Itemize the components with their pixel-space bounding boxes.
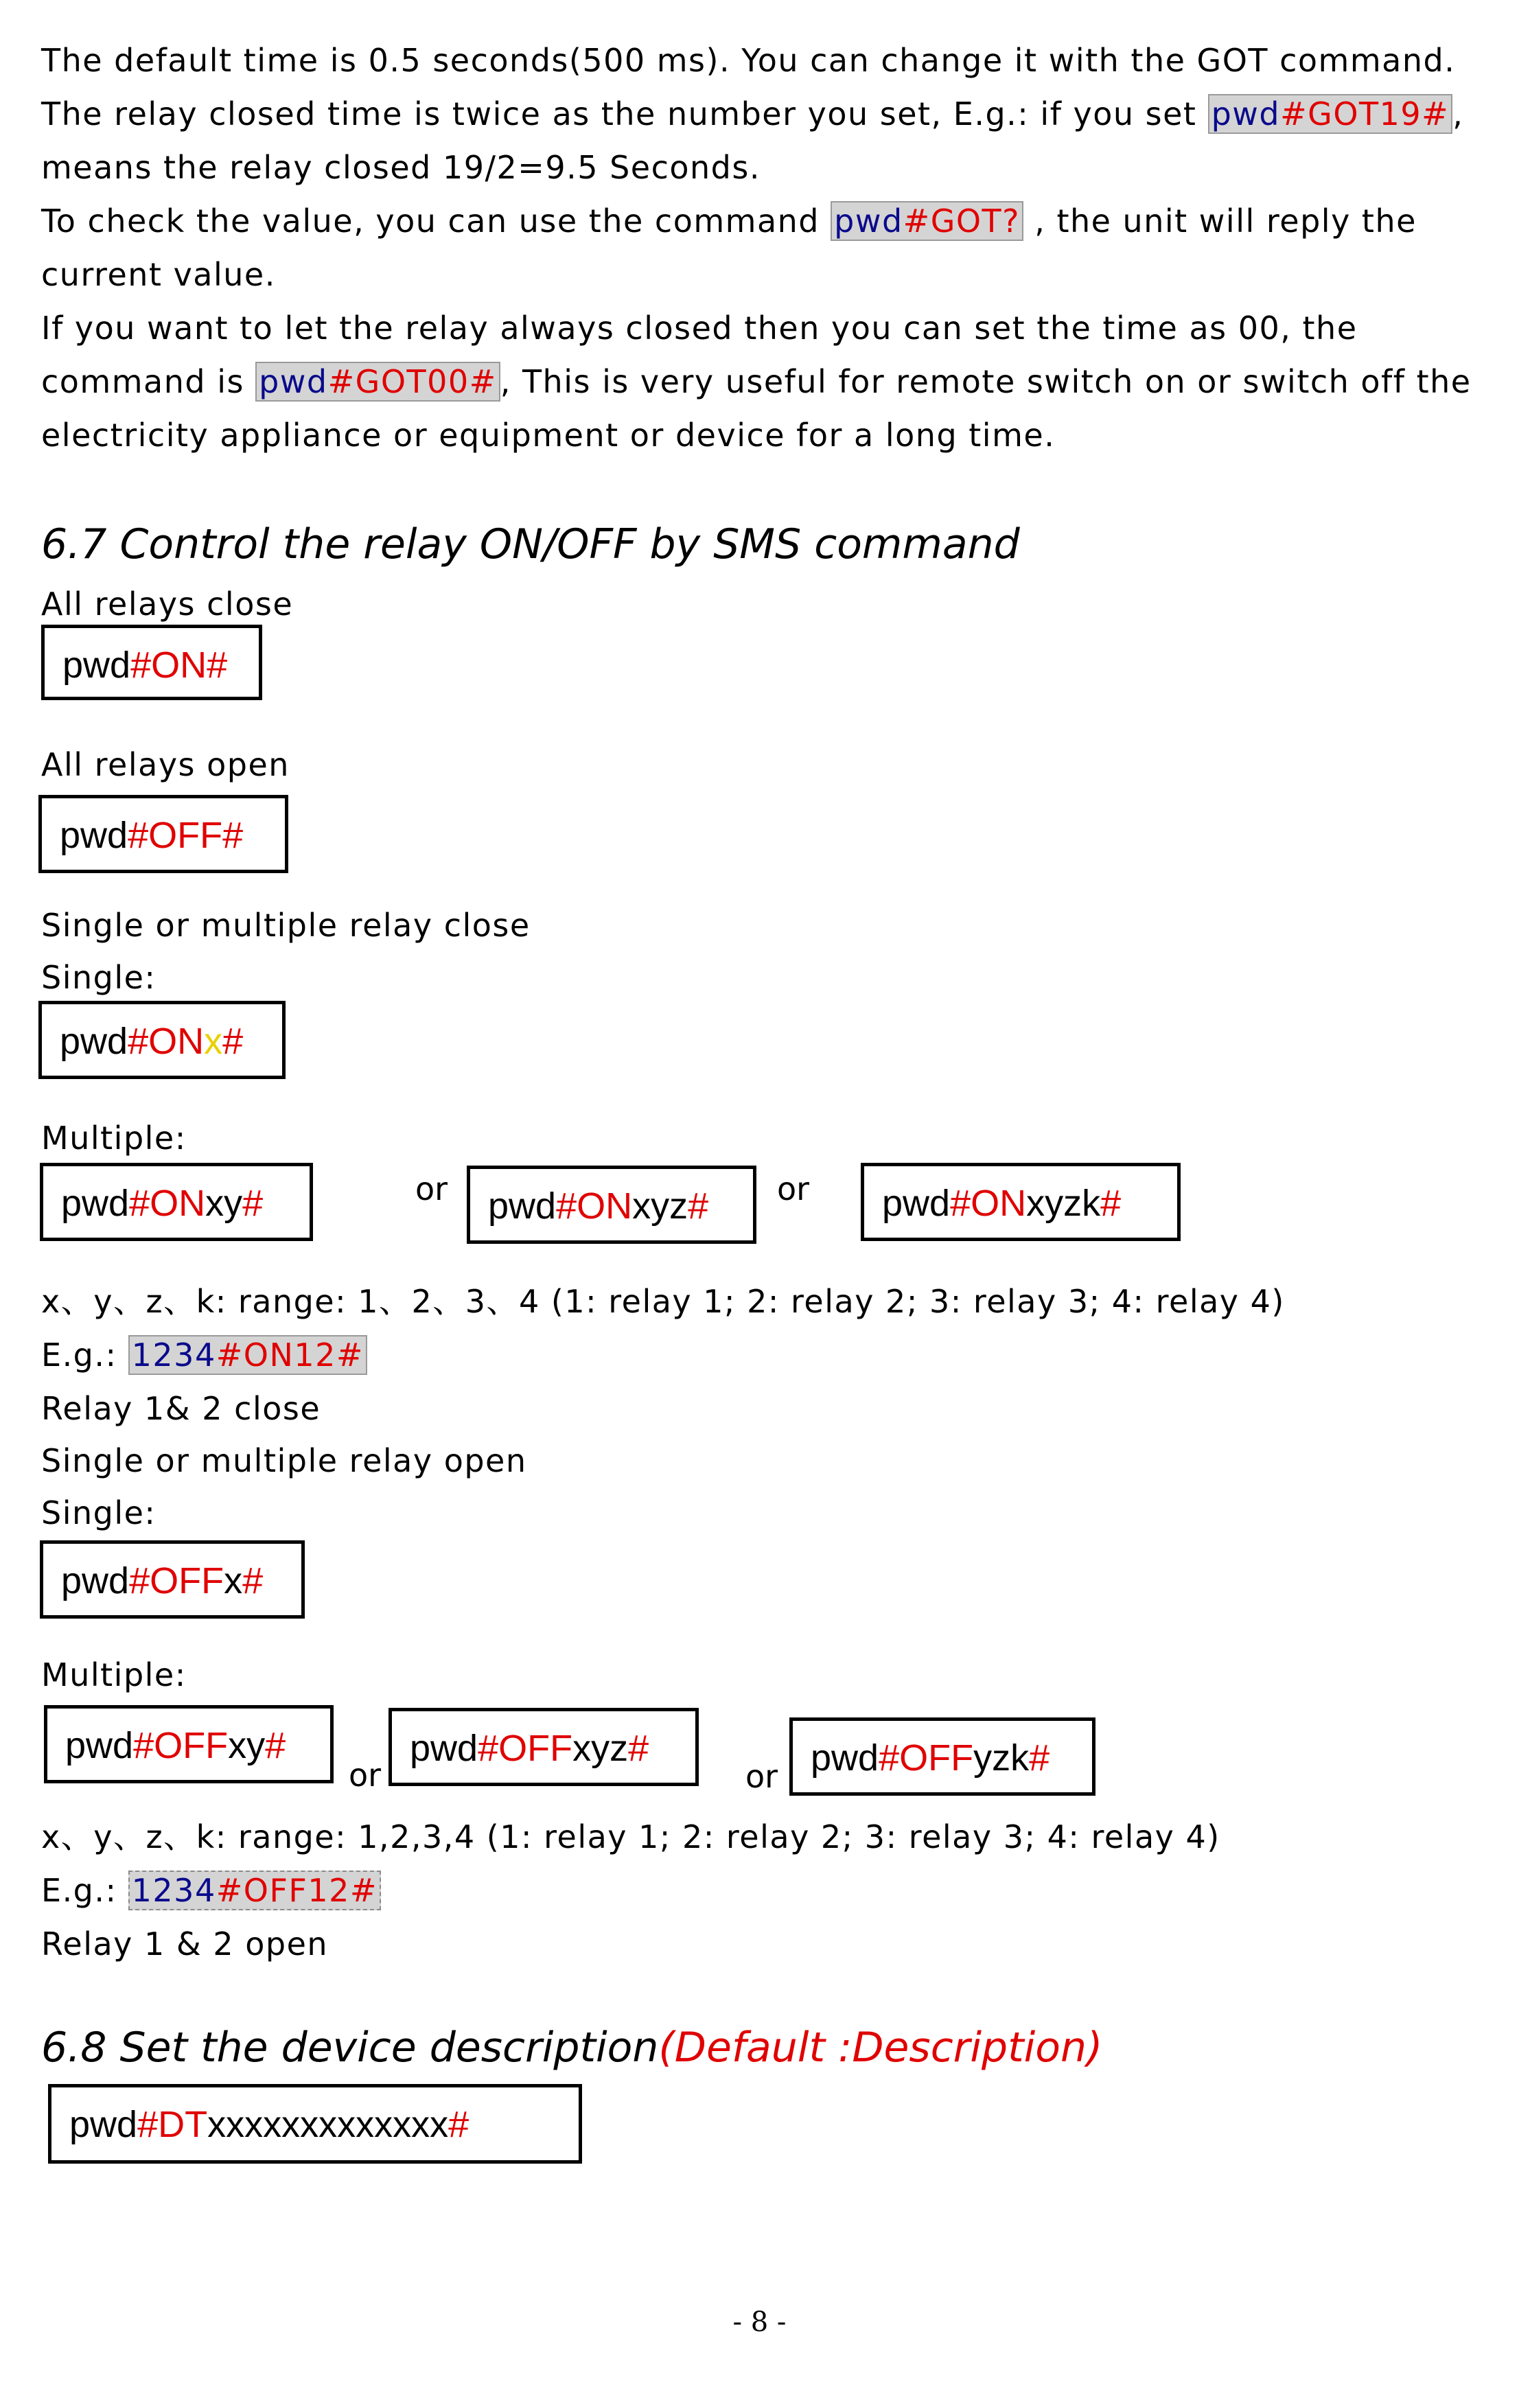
pwd-token: pwd [62,645,131,686]
got00-suffix: #GOT00# [327,363,497,400]
relay-vars: yzk [973,1737,1030,1779]
off-prefix: #OFF [129,1560,224,1601]
on-prefix: #ON [128,1021,205,1062]
section-6-7-heading: 6.7 Control the relay ON/OFF by SMS command [41,520,1020,568]
section-6-8-heading [41,2024,1102,2072]
single-multi-close-label: Single or multiple relay close [41,907,531,944]
hash-token: # [688,1185,709,1227]
relay-var-x: x [204,1021,223,1062]
password-token: 1234 [131,1336,216,1374]
relay-vars: xyz [572,1728,629,1769]
pwd-token: pwd [69,2104,138,2145]
off-prefix: #OFF [879,1737,974,1779]
intro-line-7 [41,362,1472,401]
off12-suffix: #OFF12# [216,1872,378,1909]
intro-line-6: If you want to let the relay always closed then you can set the time as 00, the [41,310,1358,347]
hash-token: # [628,1728,649,1769]
intro-line-4 [41,202,1417,240]
section-6-8-title: 6.8 Set the device description [41,2024,659,2072]
eg-label: E.g.: [41,1336,128,1374]
section-6-8-default: (Default :Description) [658,2024,1103,2072]
off12-command [128,1871,381,1910]
relay-vars: xyzk [1026,1183,1101,1224]
range-on-text: x、y、z、k: range: 1、2、3、4 (1: relay 1; 2: relay 2; 3: relay 3; 4: relay 4) [41,1283,1285,1320]
example-off [41,1871,381,1910]
on12-suffix: #ON12# [216,1336,364,1374]
pwd-token: pwd [834,202,903,240]
off-suffix: #OFF# [128,815,244,856]
or-label: or [349,1757,382,1794]
multiple-label-open: Multiple: [41,1656,187,1693]
pwd-token: pwd [61,1183,130,1224]
got00-command [255,362,500,402]
pwd-token: pwd [882,1183,951,1224]
intro-line-2-text: The relay closed time is twice as the number you set, E.g.: if you set [41,95,1208,132]
or-label: or [745,1758,778,1795]
cmd-box-onxyzk [861,1163,1181,1241]
range-off-text: x、y、z、k: range: 1,2,3,4 (1: relay 1; 2: relay 2; 3: relay 3; 4: relay 4) [41,1818,1220,1855]
single-label-close: Single: [41,959,156,996]
pwd-token: pwd [61,1560,130,1601]
intro-line-2-end: , [1452,95,1464,132]
relay-vars: xyz [632,1185,688,1227]
pwd-token: pwd [65,1725,134,1766]
intro-line-7-text: command is [41,363,256,400]
all-relays-close-label: All relays close [41,586,294,623]
cmd-box-onx [38,1001,286,1079]
cmd-box-off [38,795,288,873]
got19-suffix: #GOT19# [1280,95,1450,132]
dt-prefix: #DT [137,2104,208,2145]
got-query-command [831,201,1023,241]
example-on [41,1336,367,1374]
cmd-box-dt [48,2084,582,2164]
on12-command [128,1335,367,1375]
pwd-token: pwd [60,1021,128,1062]
intro-line-4-end: , the unit will reply the [1023,202,1417,240]
on-prefix: #ON [556,1185,633,1227]
hash-token: # [222,1021,244,1062]
hash-token: # [242,1560,264,1601]
or-label: or [415,1170,448,1207]
intro-line-8: electricity appliance or equipment or device for a long time. [41,417,1056,454]
cmd-box-offx [40,1540,305,1619]
cmd-box-offxy [44,1705,334,1783]
single-multi-open-label: Single or multiple relay open [41,1442,527,1479]
got-query-suffix: #GOT? [903,202,1021,240]
intro-line-1: The default time is 0.5 seconds(500 ms). You can change it with the GOT command. [41,42,1456,79]
relay-1-2-close-text: Relay 1& 2 close [41,1390,321,1427]
off-prefix: #OFF [133,1725,229,1766]
intro-line-7-end: , This is very useful for remote switch on or switch off the [500,363,1472,400]
multiple-label-close: Multiple: [41,1120,187,1157]
eg-label: E.g.: [41,1872,128,1909]
intro-line-5: current value. [41,256,276,293]
pwd-token: pwd [1211,95,1281,132]
relay-vars: xy [205,1183,243,1224]
cmd-box-onxy [40,1163,313,1241]
page-number: - 8 - [732,2306,787,2338]
cmd-box-offxyz [389,1708,699,1786]
intro-line-4-text: To check the value, you can use the command [41,202,831,240]
hash-token: # [1100,1183,1122,1224]
got19-command [1208,94,1453,134]
intro-line-3: means the relay closed 19/2=9.5 Seconds. [41,149,761,186]
hash-token: # [242,1183,264,1224]
pwd-token: pwd [811,1737,879,1779]
relay-vars: xy [228,1725,266,1766]
or-label: or [777,1170,810,1207]
hash-token: # [1029,1737,1050,1779]
on-prefix: #ON [129,1183,206,1224]
description-placeholder: xxxxxxxxxxxxx [207,2104,449,2145]
on-suffix: #ON# [130,645,228,686]
cmd-box-onxyz [467,1166,756,1244]
off-prefix: #OFF [478,1728,573,1769]
pwd-token: pwd [488,1185,557,1227]
password-token: 1234 [131,1872,216,1909]
cmd-box-on [41,625,262,700]
relay-1-2-open-text: Relay 1 & 2 open [41,1925,329,1963]
pwd-token: pwd [60,815,128,856]
hash-token: # [265,1725,286,1766]
pwd-token: pwd [410,1728,478,1769]
on-prefix: #ON [950,1183,1027,1224]
hash-token: # [448,2104,469,2145]
relay-var-x: x [224,1560,243,1601]
all-relays-open-label: All relays open [41,746,290,783]
intro-line-2 [41,95,1463,133]
pwd-token: pwd [259,363,328,400]
cmd-box-offyzk [789,1717,1095,1796]
single-label-open: Single: [41,1494,156,1531]
